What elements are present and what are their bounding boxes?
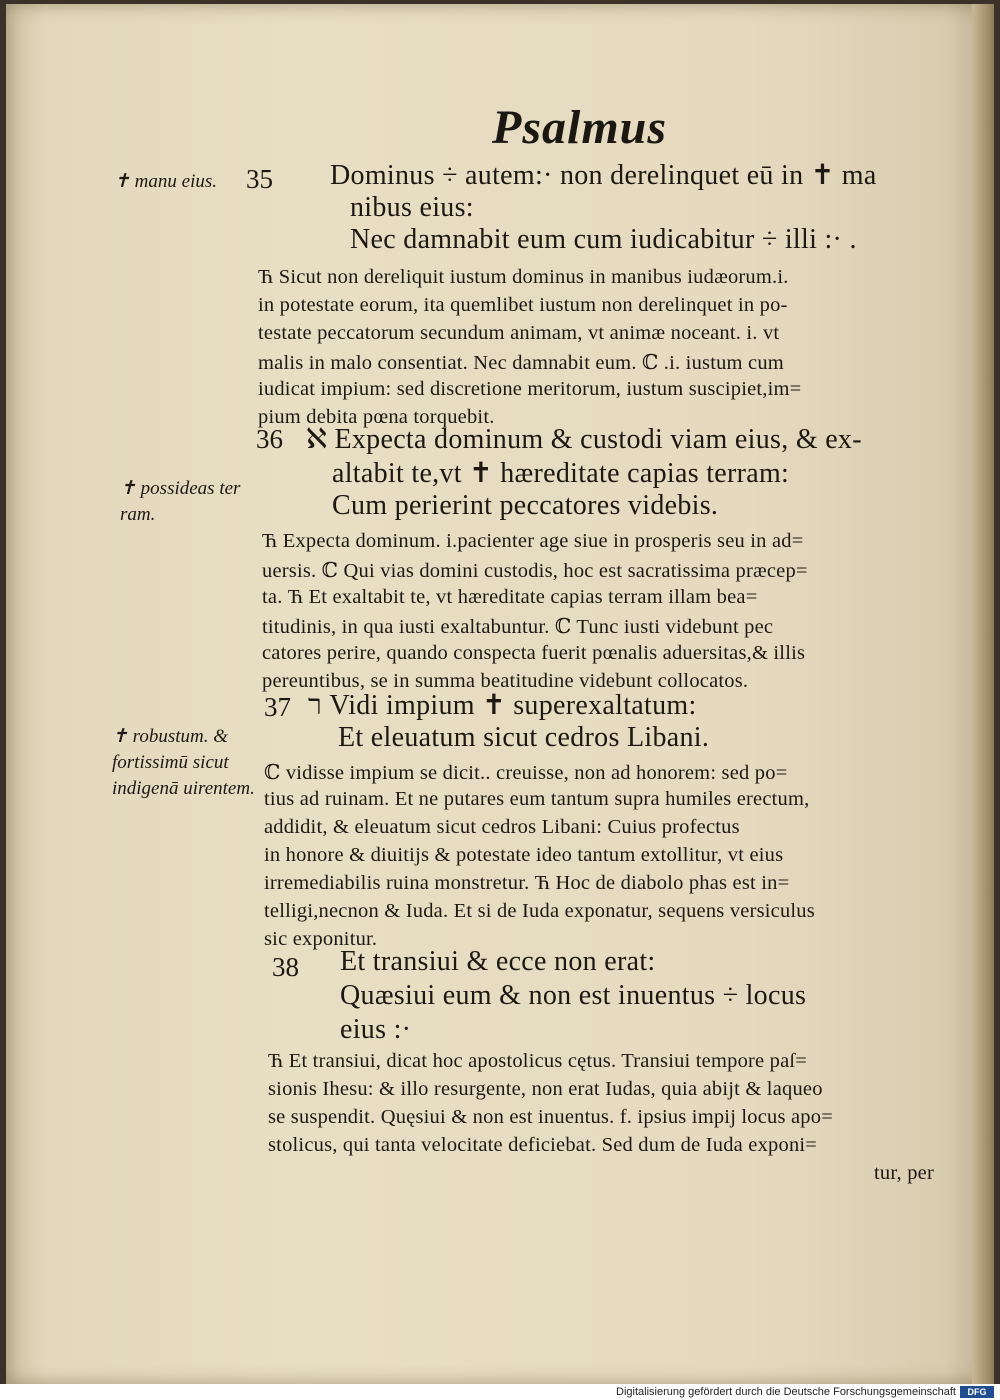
text-line: pium debita pœna torquebit. — [258, 406, 495, 428]
text-line: ℂ vidisse impium se dicit.. creuisse, non ad honorem: sed po= — [264, 762, 788, 784]
text-line: altabit te,vt ✝ hæreditate capias terram: — [332, 458, 790, 489]
text-line: eius :· — [340, 1014, 412, 1045]
text-line: ר Vidi impium ✝ superexaltatum: — [308, 690, 697, 721]
text-line: Et eleuatum sicut cedros Libani. — [338, 722, 710, 753]
text-line: nibus eius: — [350, 192, 474, 223]
text-line: ℵ Expecta dominum & custodi viam eius, & ex- — [306, 424, 862, 455]
running-head: Psalmus — [492, 101, 668, 154]
text-line: telligi,necnon & Iuda. Et si de Iuda exponatur, sequens versiculus — [264, 900, 815, 922]
text-line: Nec damnabit eum cum iudicabitur ÷ illi :· . — [350, 224, 857, 255]
text-line: uersis. ℂ Qui vias domini custodis, hoc est sacratissima præcep= — [262, 560, 808, 582]
text-line: sionis Ihesu: & illo resurgente, non erat Iudas, quia abijt & laqueo — [268, 1078, 823, 1100]
text-line: Cum perierint peccatores videbis. — [332, 490, 719, 521]
dfg-logo: DFG — [960, 1386, 994, 1398]
text-line: Ћ Sicut non dereliquit iustum dominus in manibus iudæorum.i. — [258, 266, 789, 288]
margin-note-2: ✝ possideas ter ram. — [120, 478, 241, 525]
text-line: se suspendit. Quęsiui & non est inuentus. f. ipsius impij locus apo= — [268, 1106, 833, 1128]
page-edge — [972, 4, 994, 1384]
text-line: Ћ Expecta dominum. i.pacienter age siue in prosperis seu in ad= — [262, 530, 804, 552]
text-line: Quæsiui eum & non est inuentus ÷ locus — [340, 980, 807, 1011]
footer-credit: Digitalisierung gefördert durch die Deutsche Forschungsgemeinschaft — [616, 1386, 956, 1398]
text-line: Ћ Et transiui, dicat hoc apostolicus cętus. Transiui tempore paſ= — [268, 1050, 808, 1072]
text-line: iudicat impium: sed discretione meritorum, iustum suscipiet,im= — [258, 378, 802, 400]
text-line: malis in malo consentiat. Nec damnabit eum. ℂ .i. iustum cum — [258, 352, 784, 374]
verse-number-38: 38 — [272, 952, 299, 982]
text-line: tius ad ruinam. Et ne putares eum tantum supra humiles erectum, — [264, 788, 810, 810]
text-line: catores perire, quando conspecta fuerit pœnalis aduersitas,& illis — [262, 642, 806, 664]
footer-bar — [0, 1384, 1000, 1400]
verse-number-36: 36 — [256, 424, 283, 454]
text-line: Et transiui & ecce non erat: — [340, 946, 656, 977]
text-line: in honore & diuitijs & potestate ideo tantum extollitur, vt eius — [264, 844, 784, 866]
margin-note-1: ✝ manu eius. — [114, 171, 217, 192]
verse-number-37: 37 — [264, 692, 291, 722]
text-line: stolicus, qui tanta velocitate deficiebat. Sed dum de Iuda exponi= — [268, 1134, 818, 1156]
text-line: addidit, & eleuatum sicut cedros Libani: Cuius profectus — [264, 816, 740, 838]
margin-note-3: ✝ robustum. & fortissimū sicut indigenā uirentem. — [112, 726, 255, 799]
text-line: irremediabilis ruina monstretur. Ћ Hoc de diabolo phas est in= — [264, 872, 790, 894]
text-line: ta. Ћ Et exaltabit te, vt hæreditate capias terram illam bea= — [262, 586, 758, 608]
text-line: pereuntibus, se in summa beatitudine videbunt collocatos. — [262, 670, 749, 692]
text-line: Dominus ÷ autem:· non derelinquet eū in ✝ ma — [330, 160, 877, 191]
text-line: testate peccatorum secundum animam, vt animæ noceant. i. vt — [258, 322, 780, 344]
text-line: in potestate eorum, ita quemlibet iustum non derelinquet in po- — [258, 294, 788, 316]
book-page — [6, 4, 994, 1384]
text-line: sic exponitur. — [264, 928, 378, 950]
verse-number-35: 35 — [246, 164, 273, 194]
catchword: tur, per — [874, 1162, 934, 1184]
text-line: titudinis, in qua iusti exaltabuntur. ℂ Tunc iusti videbunt pec — [262, 616, 774, 638]
